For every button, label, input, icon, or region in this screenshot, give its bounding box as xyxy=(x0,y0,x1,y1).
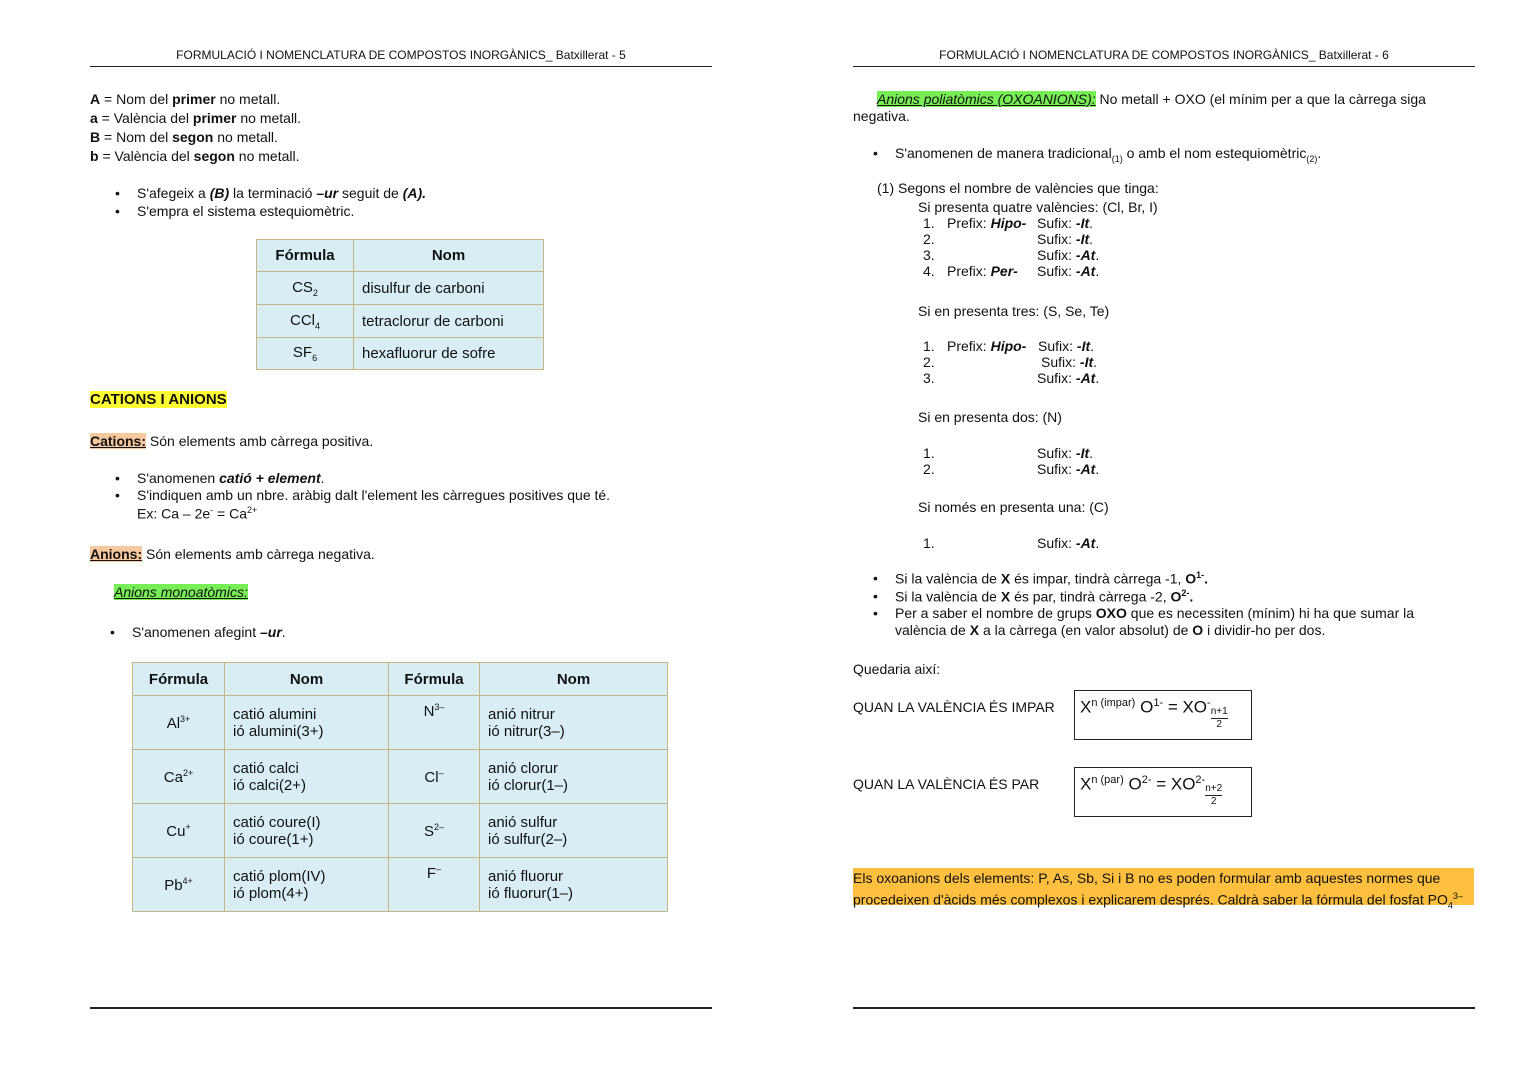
monoatomic-label: Anions monoatòmics: xyxy=(114,584,248,600)
table-row: CCl$_4$ tetraclorur de carboni xyxy=(257,305,544,338)
footer-rule xyxy=(90,1007,712,1009)
table-header: Nom xyxy=(225,663,389,696)
footer-rule xyxy=(853,1007,1475,1009)
ions-table xyxy=(132,662,668,912)
oxoanions-note: Els oxoanions dels elements: P, As, Sb, Si i B no es poden formular amb aquestes normes que procedeixen d'àcids més complexos i explicarem després. Caldrà saber la fórmula del fosfat $PO_4^{3-}$ xyxy=(853,868,1474,905)
four-valences-title: Si presenta quatre valències: (Cl, Br, I) xyxy=(918,199,1158,215)
header-rule xyxy=(90,66,712,67)
definition-A: A = Nom del primer no metall. xyxy=(90,91,281,107)
two-valences-title: Si en presenta dos: (N) xyxy=(918,409,1062,425)
table-header: Nom xyxy=(354,240,544,272)
oxoanions-intro-cont: negativa. xyxy=(853,108,910,124)
table-row: $Ca^{2+}$ catió calci ió calci(2+) Cl– anió clorur ió clorur(1–) xyxy=(133,750,668,804)
list-item: • S'afegeix a (B) la terminació –ur seguit de (A). xyxy=(137,185,426,201)
list-item: • S'empra el sistema estequiomètric. xyxy=(137,203,354,219)
list-item: • S'indiquen amb un nbre. aràbig dalt l'element les càrregues positives que té. xyxy=(137,487,610,503)
even-valence-label: QUAN LA VALÈNCIA ÉS PAR xyxy=(853,776,1040,792)
header-rule xyxy=(853,66,1475,67)
list-item: • S'anomenen catió + element. xyxy=(137,470,325,486)
example: Ex: $Ca - 2e^- = Ca^{2+}$ xyxy=(137,505,258,522)
table-row: Cu+ catió coure(I) ió coure(1+) $S^{2-}$ anió sulfur ió sulfur(2–) xyxy=(133,804,668,858)
definition-B: B = Nom del segon no metall. xyxy=(90,129,278,145)
page-header: FORMULACIÓ I NOMENCLATURA DE COMPOSTOS INORGÀNICS_ Batxillerat - 5 xyxy=(176,48,626,62)
even-valence-formula: $X^{n (par)}$ $O^{2-} = XO^{2-}$ $\frac{n+2}{2}$ xyxy=(1074,767,1252,817)
oxoanions-intro: Anions poliatòmics (OXOANIONS): No metall + OXO (el mínim per a que la càrrega siga xyxy=(877,91,1426,107)
one-valence-title: Si només en presenta una: (C) xyxy=(918,499,1109,515)
list-item: • Si la valència de X és par, tindrà càrrega -2, $O^{2-}$. xyxy=(895,588,1193,605)
table-row: $Al^{3+}$ catió alumini ió alumini(3+) $N^{3-}$ anió nitrur ió nitrur(3–) xyxy=(133,696,668,750)
list-item: • Per a saber el nombre de grups OXO que es necessiten (mínim) hi ha que sumar la xyxy=(895,605,1414,621)
page-header: FORMULACIÓ I NOMENCLATURA DE COMPOSTOS INORGÀNICS_ Batxillerat - 6 xyxy=(939,48,1389,62)
covalent-table xyxy=(256,239,544,370)
left-page xyxy=(90,0,712,1080)
anions-definition: Anions: Són elements amb càrrega negativa. xyxy=(90,546,375,562)
definition-b: b = València del segon no metall. xyxy=(90,148,300,164)
quedaria-text: Quedaria així: xyxy=(853,661,941,677)
definition-a: a = València del primer no metall. xyxy=(90,110,302,126)
list-item: • S'anomenen de manera tradicional$_{(1)}$ o amb el nom estequiomètric$_{(2)}$. xyxy=(895,145,1321,164)
table-row: $SF_6$ hexafluorur de sofre xyxy=(257,338,544,370)
three-valences-title: Si en presenta tres: (S, Se, Te) xyxy=(918,303,1110,319)
table-row: $CS_2$ disulfur de carboni xyxy=(257,272,544,305)
list-item: • Si la valència de X és impar, tindrà càrrega -1, $O^{1-}$. xyxy=(895,570,1208,587)
table-header: Nom xyxy=(480,663,668,696)
list-item: • S'anomenen afegint –ur. xyxy=(132,624,286,640)
section-title: CATIONS I ANIONS xyxy=(90,391,227,408)
rule-heading: (1) Segons el nombre de valències que tinga: xyxy=(877,180,1159,196)
odd-valence-label: QUAN LA VALÈNCIA ÉS IMPAR xyxy=(853,699,1055,715)
table-header: Fórmula xyxy=(133,663,225,696)
table-header: Fórmula xyxy=(257,240,354,272)
table-row: $Pb^{4+}$ catió plom(IV) ió plom(4+) F– anió fluorur ió fluorur(1–) xyxy=(133,858,668,912)
odd-valence-formula: $X^{n (impar)}$ $O^{1-} = XO^-$ $\frac{n+1}{2}$ xyxy=(1074,690,1252,740)
table-header: Fórmula xyxy=(389,663,480,696)
cations-definition: Cations: Són elements amb càrrega positiva. xyxy=(90,433,374,449)
list-item-cont: valència de X a la càrrega (en valor absolut) de O i dividir-ho per dos. xyxy=(895,622,1326,638)
right-page: FORMULACIÓ I NOMENCLATURA DE COMPOSTOS INORGÀNICS_ Batxillerat - 6 Anions poliatòmics (OXOANIONS): No metall + OXO (el mínim per a que la càrrega siga negativa. • S'anomenen de manera tradicional$_{(1)}$ o amb el nom estequiomètric$_{(2)}$. (1) Segons el nombre de valències que tinga: Si presenta quatre valències: (Cl, Br, I) 1. Prefix: Hipo- Sufix: -It. 2. Sufix: -It. 3. Sufix: -At. 4. Prefix: Per- Sufix: -At. Si en presenta tres: (S, Se, Te) 1. Prefix: Hipo- Sufix: -It. 2. Sufix: -It. 3. Sufix: -At. Si en presenta dos: (N) 1. Sufix: -It. 2. Sufix: -At. Si només en presenta una: (C) 1. Sufix: -At. • Si la valència de X és impar, tindrà càrrega -1, $O^{1-}$. • Si la valència de X és par, tindrà càrrega -2, $O^{2-}$. • Per a saber el nombre de grups OXO que es necessiten (mínim) hi ha que sumar la valència de X a la càrrega (en valor absolut) de O i dividir-ho per dos. Quedaria així: QUAN LA VALÈNCIA ÉS IMPAR $X^{n (impar)}$ $O^{1-} = XO^-$ $\frac{n+1}{2}$ QUAN LA VALÈNCIA ÉS PAR $X^{n (par)}$ $O^{2-} = XO^{2-}$ $\frac{n+2}{2}$ Els oxoanions dels elements: P, As, Sb, Si i B no es poden formular amb aquestes normes que procedeixen d'àcids més complexos i explicarem després. Caldrà saber la fórmula del fosfat $PO_4^{3-}$ xyxy=(853,0,1475,1080)
